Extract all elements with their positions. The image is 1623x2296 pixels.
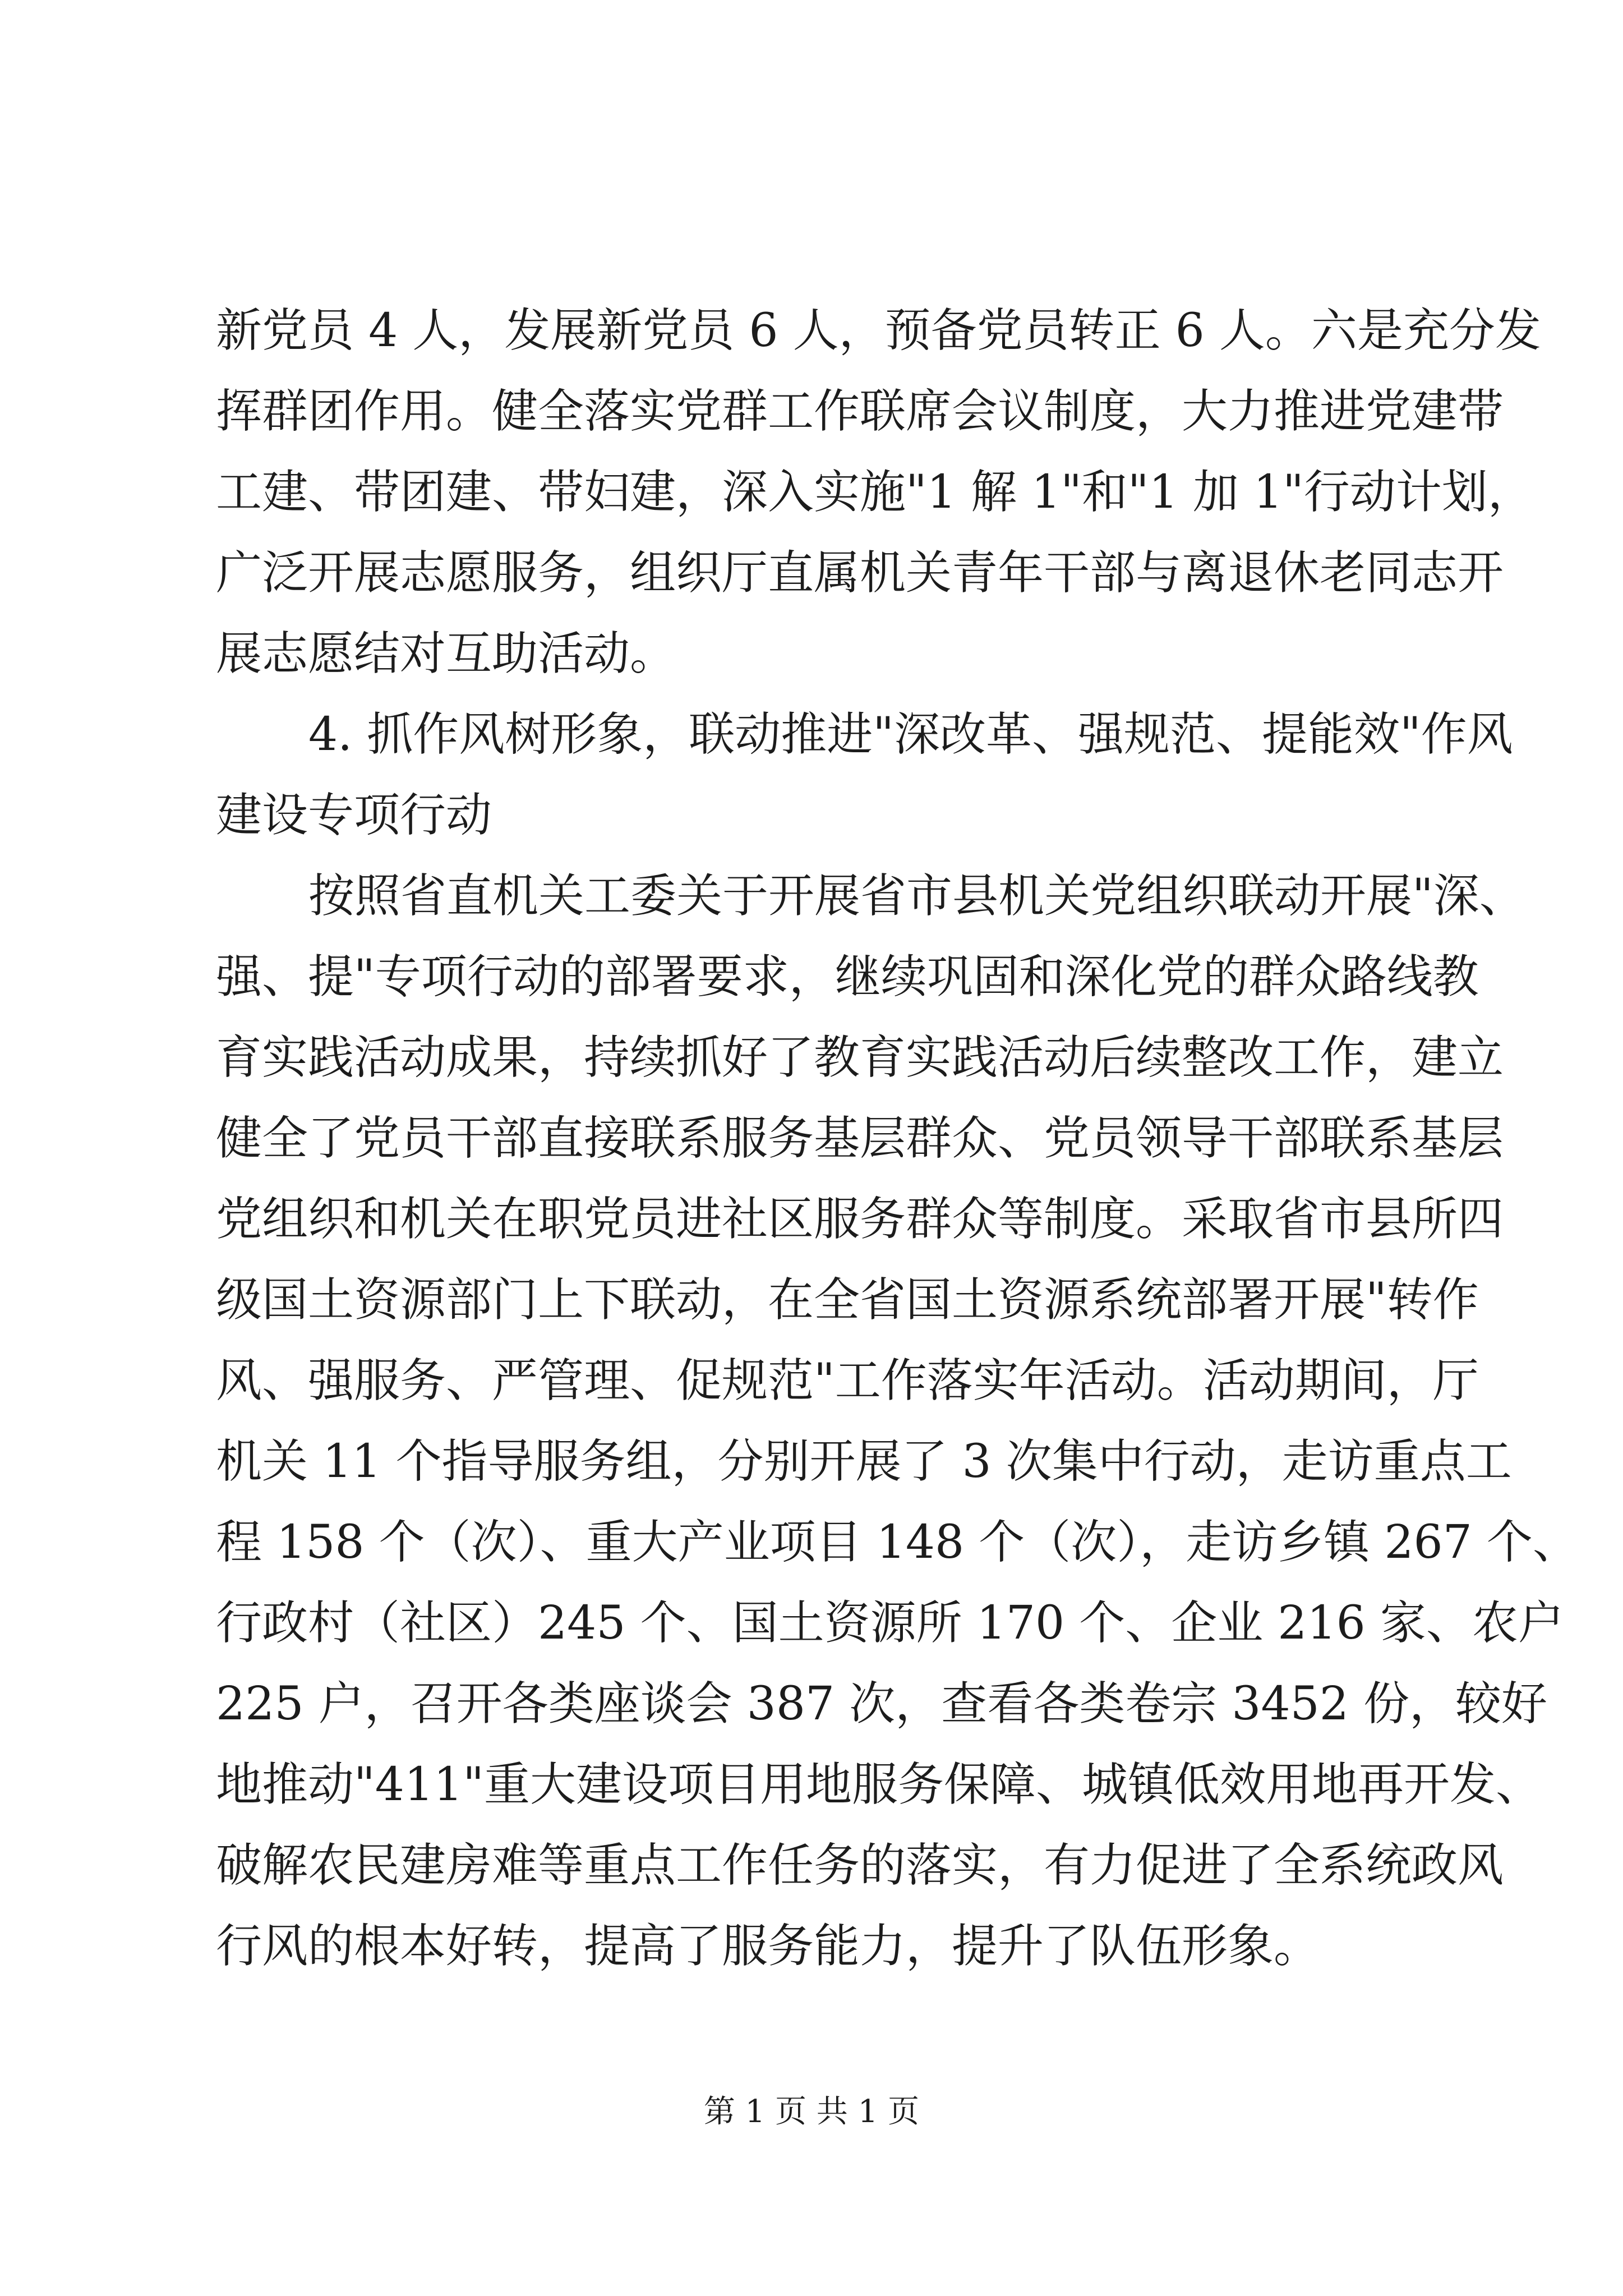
text-line: 地推动"411"重大建设项目用地服务保障、城镇低效用地再开发、 [216,1758,1542,1811]
text-line: 225 户，召开各类座谈会 387 次，查看各类卷宗 3452 份，较好 [216,1677,1548,1731]
section-heading-line: 建设专项行动 [216,789,492,842]
text-line: 破解农民建房难等重点工作任务的落实，有力促进了全系统政风 [216,1839,1504,1892]
text-line: 级国土资源部门上下联动，在全省国土资源系统部署开展"转作 [216,1273,1479,1327]
text-line: 行政村（社区）245 个、国土资源所 170 个、企业 216 家、农户 [216,1596,1564,1650]
text-line: 挥群团作用。健全落实党群工作联席会议制度，大力推进党建带 [216,385,1504,438]
text-line: 程 158 个（次）、重大产业项目 148 个（次），走访乡镇 267 个、 [216,1516,1579,1569]
text-line: 工建、带团建、带妇建，深入实施"1 解 1"和"1 加 1"行动计划， [216,466,1534,519]
text-line: 广泛开展志愿服务，组织厅直属机关青年干部与离退休老同志开 [216,546,1504,600]
text-line: 健全了党员干部直接联系服务基层群众、党员领导干部联系基层 [216,1112,1504,1165]
text-line: 育实践活动成果，持续抓好了教育实践活动后续整改工作，建立 [216,1031,1504,1084]
section-heading-line: 4. 抓作风树形象，联动推进"深改革、强规范、提能效"作风 [308,708,1513,761]
text-line: 按照省直机关工委关于开展省市县机关党组织联动开展"深、 [308,869,1525,923]
text-line: 党组织和机关在职党员进社区服务群众等制度。采取省市县所四 [216,1193,1504,1246]
text-line: 新党员 4 人，发展新党员 6 人，预备党员转正 6 人。六是充分发 [216,304,1541,357]
text-line: 行风的根本好转，提高了服务能力，提升了队伍形象。 [216,1920,1320,1973]
page-footer: 第 1 页 共 1 页 [703,2093,920,2130]
text-line: 强、提"专项行动的部署要求，继续巩固和深化党的群众路线教 [216,950,1479,1004]
text-line: 风、强服务、严管理、促规范"工作落实年活动。活动期间，厅 [216,1354,1479,1407]
text-line: 展志愿结对互助活动。 [216,627,676,680]
text-line: 机关 11 个指导服务组，分别开展了 3 次集中行动，走访重点工 [216,1435,1512,1488]
